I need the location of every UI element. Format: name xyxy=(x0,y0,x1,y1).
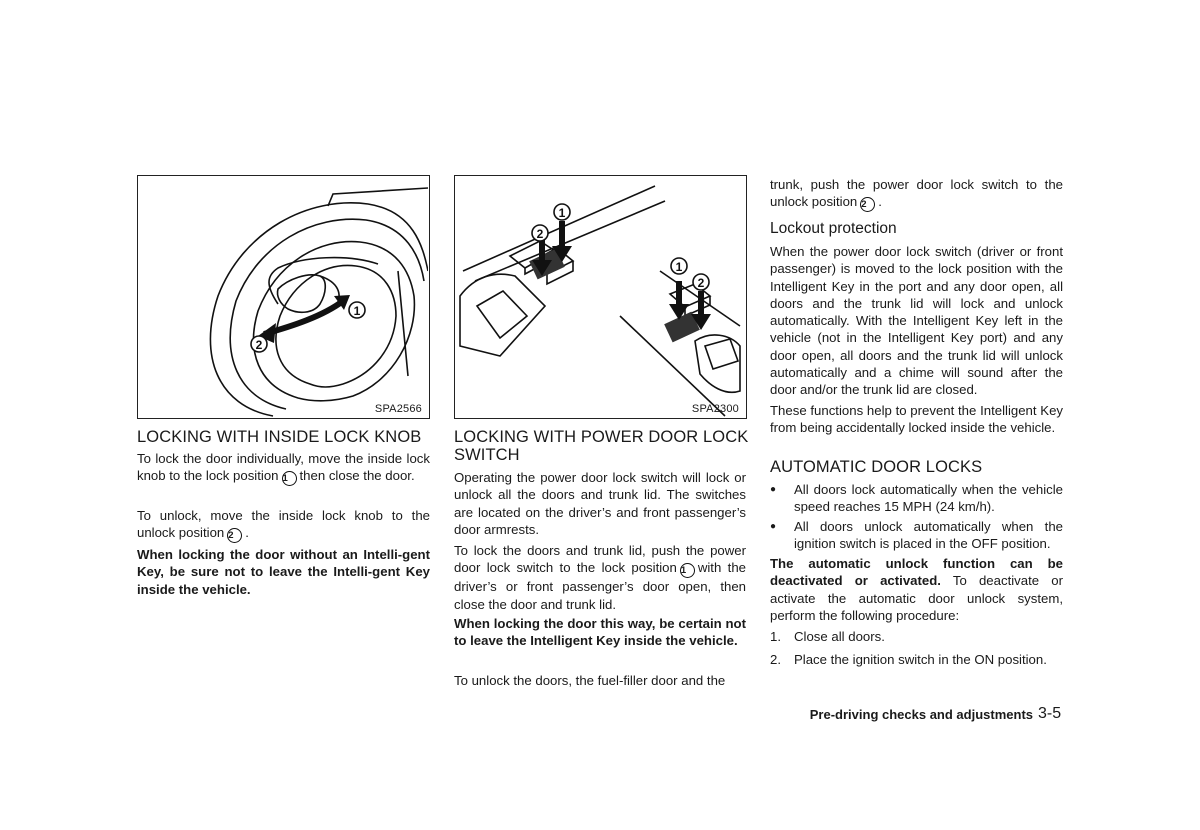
bullet-icon: ● xyxy=(770,484,777,495)
svg-text:2: 2 xyxy=(255,338,263,352)
paragraph-lock-doors: To lock the doors and trunk lid, push the power door lock switch to the lock position 1 with the driver’s or front passenger’s door open, then close the door and trunk lid. xyxy=(454,543,746,612)
list-item: 2. Place the ignition switch in the ON position. xyxy=(770,652,1047,667)
marker-one-icon xyxy=(349,302,365,318)
heading-automatic-door-locks: AUTOMATIC DOOR LOCKS xyxy=(770,458,983,476)
paragraph-unlock-doors: To unlock the doors, the fuel-filler door and the xyxy=(454,673,726,688)
warning-power-door-lock: When locking the door this way, be certain not to leave the Intelligent Key inside the vehicle. xyxy=(454,616,746,649)
heading-inside-lock-knob: LOCKING WITH INSIDE LOCK KNOB xyxy=(137,428,422,446)
power-door-lock-switch-illustration xyxy=(455,176,745,417)
svg-text:1: 1 xyxy=(558,206,566,220)
marker-one-icon xyxy=(671,258,687,274)
marker-one-icon: 1 xyxy=(680,563,695,578)
warning-inside-lock-knob: When locking the door without an Intelli-gent Key, be sure not to leave the Intelli-gent Key inside the vehicle. xyxy=(137,547,430,597)
subheading-lockout-protection: Lockout protection xyxy=(770,220,897,237)
figure-power-door-lock-switch xyxy=(454,175,747,419)
figure-code: SPA2566 xyxy=(374,403,422,415)
paragraph-functions-help: These functions help to prevent the Intelligent Key from being accidentally locked inside the vehicle. xyxy=(770,403,1063,436)
marker-one-icon xyxy=(554,204,570,220)
figure-inside-lock-knob xyxy=(137,175,430,419)
marker-two-icon xyxy=(693,274,709,290)
svg-text:2: 2 xyxy=(536,227,544,241)
step-number: 1. xyxy=(770,629,781,644)
list-item: 1. Close all doors. xyxy=(770,629,885,644)
list-item: ● All doors lock automatically when the vehicle speed reaches 15 MPH (24 km/h). xyxy=(770,482,1063,515)
marker-one-icon: 1 xyxy=(282,471,297,486)
paragraph-unlock-continued: trunk, push the power door lock switch to the unlock position 2 . xyxy=(770,177,1063,211)
marker-two-icon: 2 xyxy=(227,528,242,543)
figure-code: SPA2300 xyxy=(691,403,739,415)
marker-two-icon: 2 xyxy=(860,197,875,212)
inside-lock-knob-illustration xyxy=(138,176,428,417)
heading-power-door-lock: LOCKING WITH POWER DOOR LOCK SWITCH xyxy=(454,428,749,464)
paragraph-unlock: To unlock, move the inside lock knob to the unlock position 2 . xyxy=(137,508,430,542)
svg-text:2: 2 xyxy=(697,276,705,290)
bullet-icon: ● xyxy=(770,521,777,532)
marker-two-icon xyxy=(251,336,267,352)
footer-section-title: Pre-driving checks and adjustments xyxy=(809,707,1033,722)
paragraph-automatic-unlock: The automatic unlock function can be deactivated or activated. To deactivate or activate the automatic door unlock system, perform the following procedure: xyxy=(770,556,1063,623)
footer-page-number: 3-5 xyxy=(1038,705,1062,722)
marker-two-icon xyxy=(532,225,548,241)
paragraph-operating-switch: Operating the power door lock switch will lock or unlock all the doors and trunk lid. The switches are located on the driver’s and front passenger’s door armrests. xyxy=(454,470,746,537)
svg-text:1: 1 xyxy=(353,304,361,318)
paragraph-lock-individually: To lock the door individually, move the inside lock knob to the lock position 1 then close the door. xyxy=(137,451,430,485)
list-item: ● All doors unlock automatically when the ignition switch is placed in the OFF position. xyxy=(770,519,1063,552)
paragraph-lockout-protection: When the power door lock switch (driver or front passenger) is moved to the lock position with the Intelligent Key in the port and any door open, all doors and the trunk lid will lock and unlock automatically. With the Intelligent Key left in the vehicle (not in the Intelligent Key port) and any door open, all doors and the trunk lid will unlock automatically and a chime will sound after the door and/or the trunk lid are closed. xyxy=(770,244,1063,398)
svg-text:1: 1 xyxy=(675,260,683,274)
step-number: 2. xyxy=(770,652,781,667)
